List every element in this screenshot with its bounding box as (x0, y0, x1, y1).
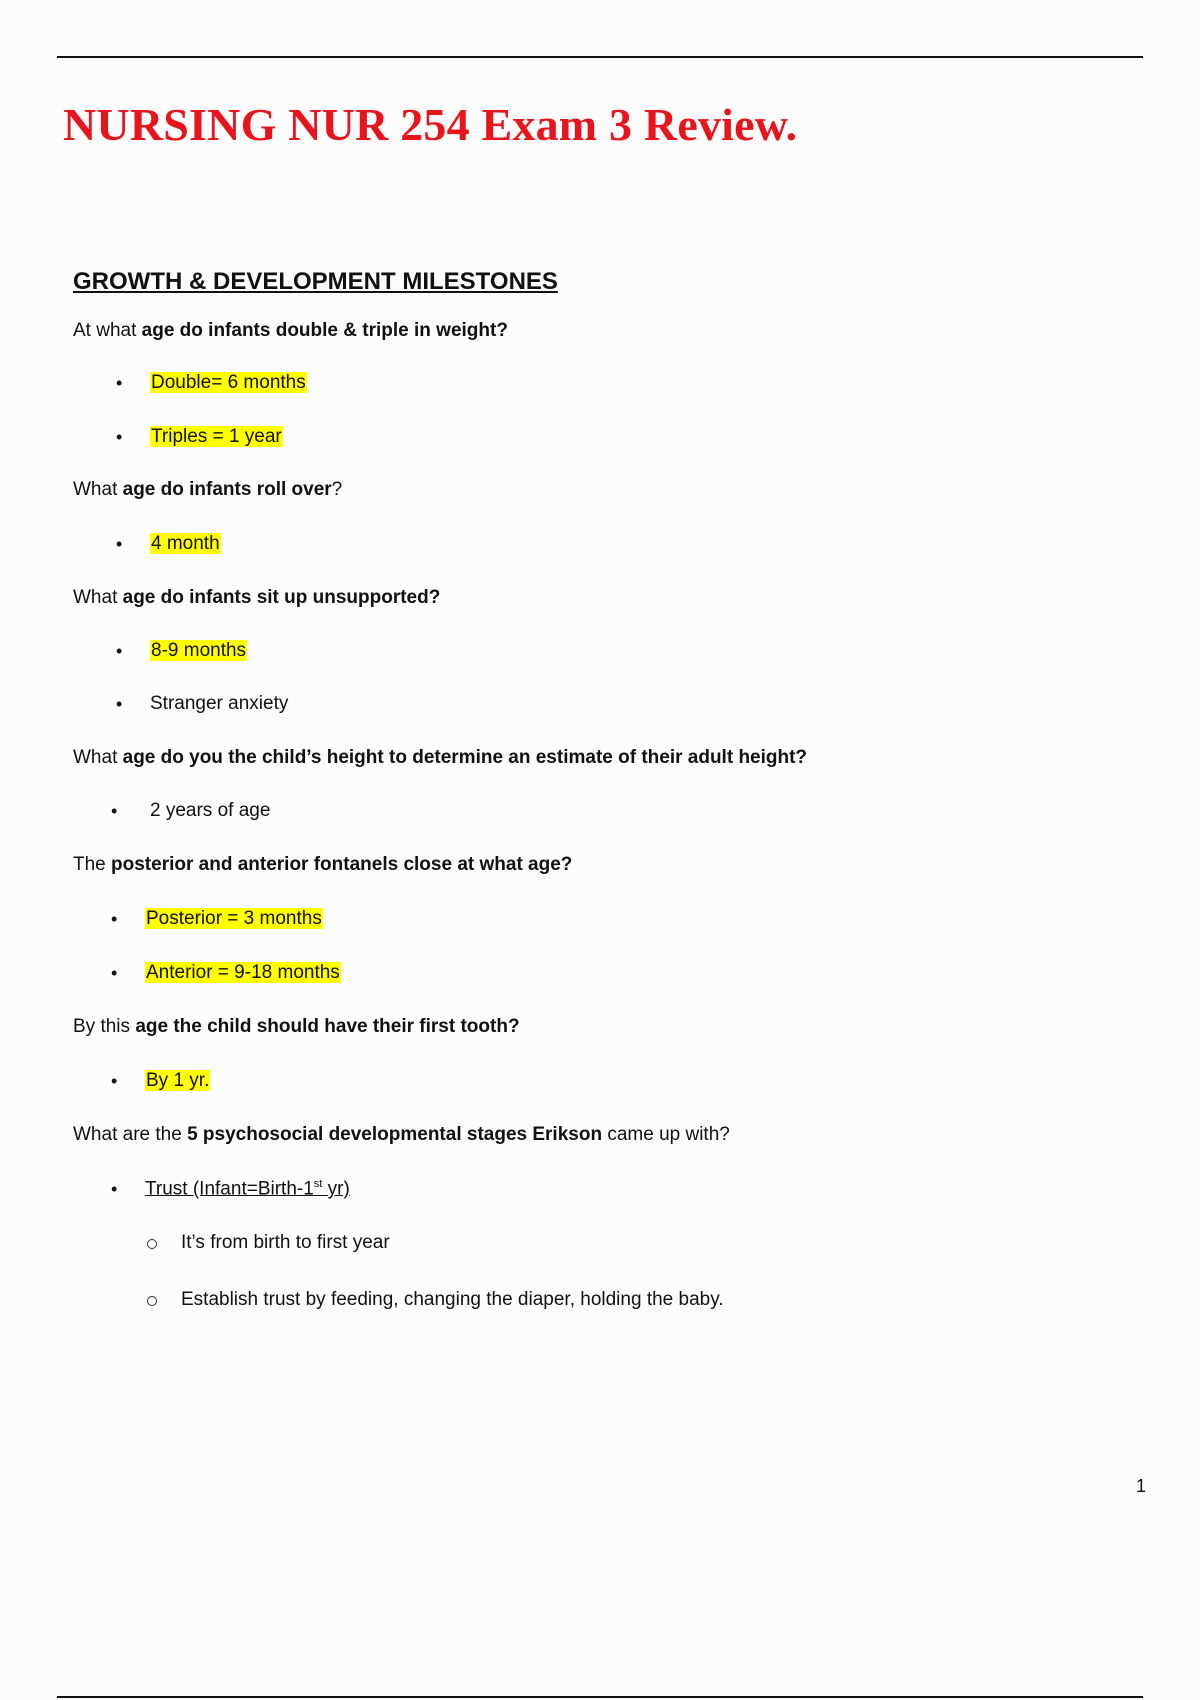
answer-text: yr) (322, 1178, 350, 1200)
bullet-icon: • (111, 1071, 118, 1091)
highlighted-answer: 8-9 months (151, 640, 247, 661)
section-heading: GROWTH & DEVELOPMENT MILESTONES (73, 268, 558, 295)
page-number: 1 (1136, 1476, 1147, 1496)
question-text: What (73, 747, 123, 768)
question-erikson (73, 1124, 730, 1146)
question-sit-up (73, 587, 440, 609)
bullet-icon: • (111, 963, 118, 983)
highlighted-answer: Anterior = 9-18 months (146, 962, 340, 983)
list-item (145, 1178, 350, 1200)
list-item (145, 962, 341, 984)
circle-bullet-icon (147, 1239, 157, 1249)
circle-bullet-icon (147, 1296, 157, 1306)
answer-text: Trust (Infant=Birth-1 (145, 1178, 314, 1200)
bullet-icon: • (116, 534, 123, 554)
highlighted-answer: Double= 6 months (151, 372, 306, 393)
list-item (150, 426, 283, 448)
answer-text: Establish trust by feeding, changing the diaper, holding the baby. (181, 1289, 724, 1310)
answer-text: It’s from birth to first year (181, 1232, 390, 1253)
question-text: ? (331, 479, 343, 500)
question-text: came up with? (602, 1124, 730, 1145)
bullet-icon: • (111, 909, 118, 929)
list-item (145, 908, 323, 930)
bullet-icon: • (116, 373, 123, 393)
list-item (150, 693, 288, 715)
bullet-icon: • (116, 427, 123, 447)
list-item (150, 533, 221, 555)
question-bold-text: age do infants roll over (122, 479, 332, 500)
question-bold-text: posterior and anterior fontanels close at what age? (111, 854, 573, 875)
answer-text: Stranger anxiety (150, 693, 289, 714)
question-text: What (73, 479, 123, 500)
question-text: What are the (73, 1124, 188, 1145)
list-item (150, 372, 307, 394)
highlighted-answer: By 1 yr. (146, 1070, 210, 1091)
question-roll-over (73, 479, 342, 501)
bullet-icon: • (111, 1179, 118, 1199)
footer-rule (57, 1696, 1143, 1698)
question-text: By this (73, 1016, 136, 1037)
bullet-icon: • (111, 801, 118, 821)
list-item (150, 800, 270, 822)
question-text: At what (73, 320, 142, 341)
question-bold-text: age do infants sit up unsupported? (122, 587, 441, 608)
header-rule (57, 56, 1143, 58)
superscript-text: st (313, 1178, 323, 1190)
highlighted-answer: 4 month (151, 533, 220, 554)
question-bold-text: age the child should have their first tooth? (135, 1016, 520, 1037)
sub-list-item (181, 1289, 724, 1311)
question-height (73, 747, 807, 769)
document-title: NURSING NUR 254 Exam 3 Review. (63, 99, 798, 150)
question-weight (73, 320, 508, 342)
question-text: What (73, 587, 123, 608)
question-bold-text: 5 psychosocial developmental stages Erikson (187, 1124, 603, 1145)
list-item (145, 1070, 210, 1092)
question-first-tooth (73, 1016, 520, 1038)
question-bold-text: age do infants double & triple in weight? (141, 320, 508, 341)
answer-text: 2 years of age (150, 800, 271, 821)
question-fontanels (73, 854, 572, 876)
highlighted-answer: Triples = 1 year (151, 426, 282, 447)
highlighted-answer: Posterior = 3 months (146, 908, 322, 929)
sub-list-item (181, 1232, 390, 1254)
question-text: The (73, 854, 112, 875)
bullet-icon: • (116, 641, 123, 661)
bullet-icon: • (116, 694, 123, 714)
list-item (150, 640, 247, 662)
question-bold-text: age do you the child’s height to determine an estimate of their adult height? (122, 747, 808, 768)
